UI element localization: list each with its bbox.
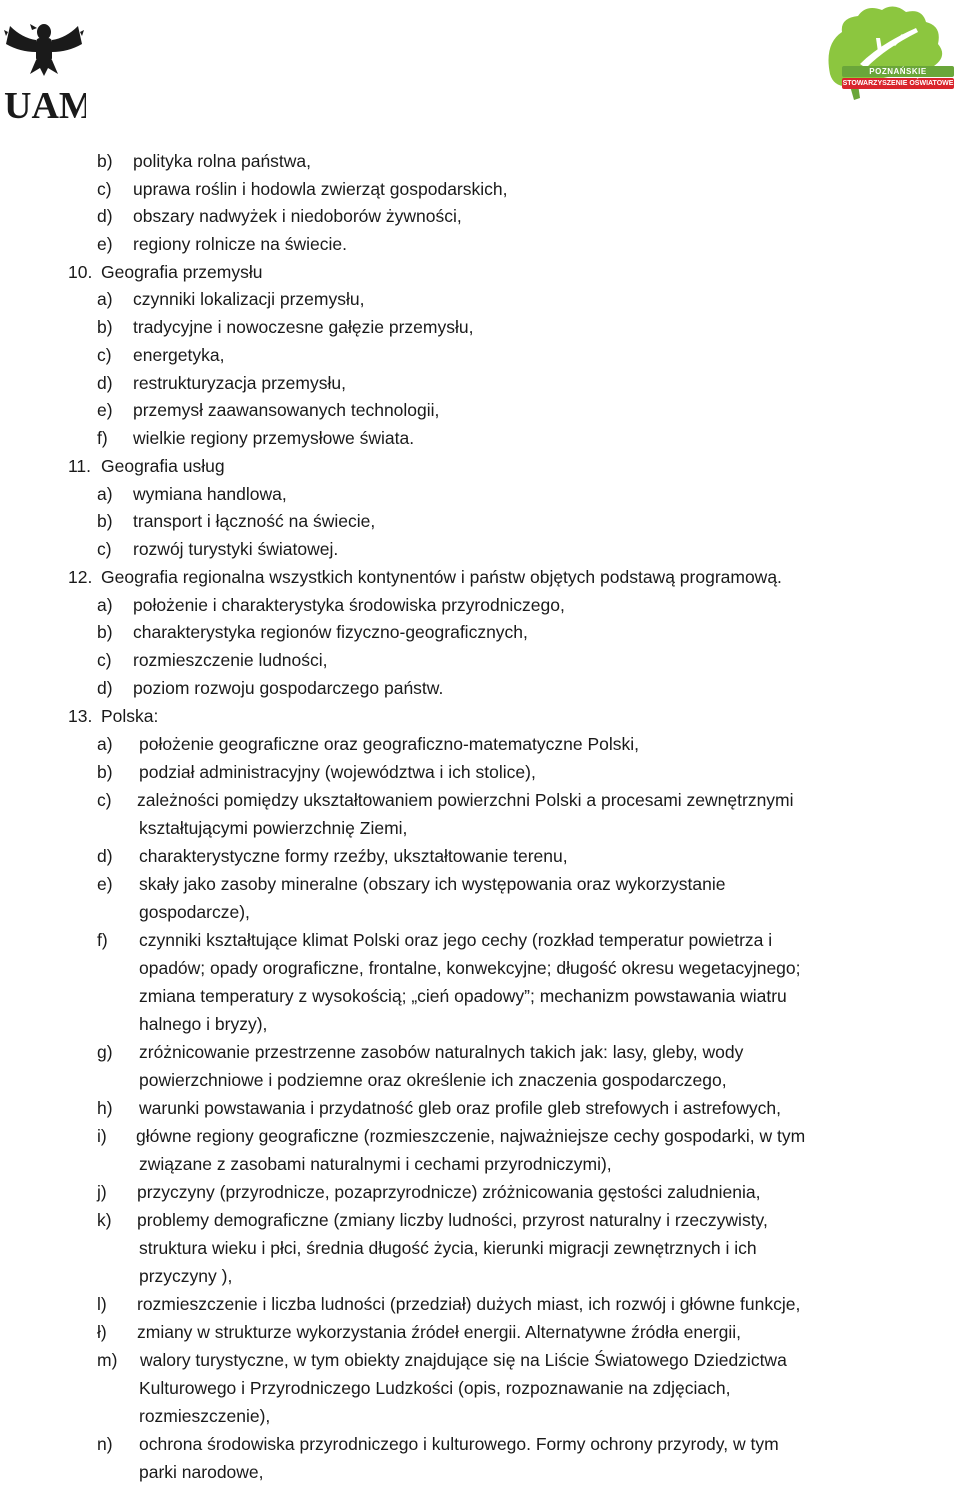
- list-item-text: Geografia usług: [101, 456, 225, 476]
- list-marker: d): [97, 846, 113, 866]
- list-marker: a): [97, 484, 113, 504]
- list-item-text: opadów; opady orograficzne, frontalne, konwekcyjne; długość okresu wegetacyjnego;: [139, 958, 801, 978]
- list-item-text: związane z zasobami naturalnymi i cechami przyrodniczymi),: [139, 1154, 612, 1174]
- list-item-text: uprawa roślin i hodowla zwierząt gospodarskich,: [133, 179, 508, 199]
- uam-logo: [2, 18, 86, 122]
- list-marker: 11.: [68, 456, 92, 476]
- list-marker: l): [97, 1294, 107, 1314]
- list-item-text: energetyka,: [133, 345, 225, 365]
- list-item-text: Geografia przemysłu: [101, 262, 263, 282]
- list-marker: b): [97, 762, 113, 782]
- uam-logo-text: UAM: [4, 85, 86, 122]
- list-item-text: restrukturyzacja przemysłu,: [133, 373, 346, 393]
- list-marker: h): [97, 1098, 113, 1118]
- list-item-text: położenie i charakterystyka środowiska przyrodniczego,: [133, 595, 565, 615]
- list-item-text: tradycyjne i nowoczesne gałęzie przemysłu,: [133, 317, 474, 337]
- list-marker: n): [97, 1434, 113, 1454]
- list-item-text: kształtującymi powierzchnię Ziemi,: [139, 818, 408, 838]
- list-marker: e): [97, 874, 113, 894]
- list-item-text: Geografia regionalna wszystkich kontynentów i państw objętych podstawą programową.: [101, 567, 782, 587]
- list-marker: d): [97, 678, 113, 698]
- list-item-text: struktura wieku i płci, średnia długość życia, kierunki migracji zewnętrznych i ich: [139, 1238, 757, 1258]
- list-marker: a): [97, 289, 113, 309]
- list-marker: 13.: [68, 706, 93, 726]
- list-item-text: rozwój turystyki światowej.: [133, 539, 339, 559]
- list-item-text: transport i łączność na świecie,: [133, 511, 376, 531]
- list-item-text: rozmieszczenie i liczba ludności (przedział) dużych miast, ich rozwój i główne funkcje,: [137, 1294, 801, 1314]
- list-marker: j): [97, 1182, 107, 1202]
- list-item-text: rozmieszczenie ludności,: [133, 650, 328, 670]
- list-item-text: przyczyny (przyrodnicze, pozaprzyrodnicze) zróżnicowania gęstości zaludnienia,: [137, 1182, 761, 1202]
- list-item-text: problemy demograficzne (zmiany liczby ludności, przyrost naturalny i rzeczywisty,: [137, 1210, 768, 1230]
- list-item-text: wielkie regiony przemysłowe świata.: [133, 428, 415, 448]
- list-item-text: powierzchniowe i podziemne oraz określenie ich znaczenia gospodarczego,: [139, 1070, 727, 1090]
- list-item-text: zróżnicowanie przestrzenne zasobów naturalnych takich jak: lasy, gleby, wody: [139, 1042, 744, 1062]
- list-marker: d): [97, 373, 113, 393]
- list-item-text: zmiany w strukturze wykorzystania źródeł energii. Alternatywne źródła energii,: [137, 1322, 742, 1342]
- list-item-text: regiony rolnicze na świecie.: [133, 234, 347, 254]
- list-item-text: przemysł zaawansowanych technologii,: [133, 400, 440, 420]
- page-header: [0, 0, 960, 130]
- list-item-text: przyczyny ),: [139, 1266, 233, 1286]
- list-item-text: główne regiony geograficzne (rozmieszczenie, najważniejsze cechy gospodarki, w tym: [136, 1126, 806, 1146]
- list-item-text: podział administracyjny (województwa i ich stolice),: [139, 762, 536, 782]
- list-marker: k): [97, 1210, 112, 1230]
- list-marker: f): [97, 930, 108, 950]
- list-marker: b): [97, 151, 113, 171]
- list-marker: c): [97, 345, 112, 365]
- logo-subtitle: STOWARZYSZENIE OŚWIATOWE: [842, 80, 954, 87]
- list-item-text: warunki powstawania i przydatność gleb oraz profile gleb strefowych i astrefowych,: [139, 1098, 781, 1118]
- list-item-text: zależności pomiędzy ukształtowaniem powierzchni Polski a procesami zewnętrznymi: [137, 790, 794, 810]
- list-item-text: rozmieszczenie),: [139, 1406, 271, 1426]
- list-marker: c): [97, 650, 112, 670]
- list-item-text: obszary nadwyżek i niedoborów żywności,: [133, 206, 462, 226]
- list-item-text: gospodarcze),: [139, 902, 250, 922]
- list-item-text: czynniki kształtujące klimat Polski oraz jego cechy (rozkład temperatur powietrza i: [139, 930, 773, 950]
- logo-title: POZNAŃSKIE: [842, 66, 954, 77]
- list-marker: c): [97, 539, 112, 559]
- list-item-text: ochrona środowiska przyrodniczego i kulturowego. Formy ochrony przyrody, w tym: [139, 1434, 779, 1454]
- list-item-text: czynniki lokalizacji przemysłu,: [133, 289, 365, 309]
- list-item-text: halnego i bryzy),: [139, 1014, 268, 1034]
- list-marker: b): [97, 511, 113, 531]
- list-item-text: zmiana temperatury z wysokością; „cień opadowy”; mechanizm powstawania wiatru: [139, 986, 787, 1006]
- list-marker: m): [97, 1350, 118, 1370]
- list-item-text: wymiana handlowa,: [133, 484, 287, 504]
- list-marker: e): [97, 400, 113, 420]
- list-item-text: parki narodowe,: [139, 1462, 264, 1482]
- list-marker: d): [97, 206, 113, 226]
- list-marker: i): [97, 1126, 107, 1146]
- list-marker: e): [97, 234, 113, 254]
- list-marker: b): [97, 622, 113, 642]
- list-marker: g): [97, 1042, 113, 1062]
- list-marker: c): [97, 790, 112, 810]
- list-marker: a): [97, 595, 113, 615]
- stowarzyszenie-logo: [820, 4, 956, 114]
- list-marker: 12.: [68, 567, 93, 587]
- list-item-text: charakterystyka regionów fizyczno-geograficznych,: [133, 622, 528, 642]
- list-marker: ł): [97, 1322, 107, 1342]
- list-item-text: walory turystyczne, w tym obiekty znajdujące się na Liście Światowego Dziedzictwa: [140, 1350, 787, 1370]
- list-item-text: Polska:: [101, 706, 159, 726]
- list-marker: b): [97, 317, 113, 337]
- list-item-text: skały jako zasoby mineralne (obszary ich występowania oraz wykorzystanie: [139, 874, 726, 894]
- list-item-text: położenie geograficzne oraz geograficzno-matematyczne Polski,: [139, 734, 639, 754]
- list-item-text: charakterystyczne formy rzeźby, ukształtowanie terenu,: [139, 846, 568, 866]
- list-marker: a): [97, 734, 113, 754]
- list-item-text: polityka rolna państwa,: [133, 151, 312, 171]
- list-marker: 10.: [68, 262, 93, 282]
- list-item-text: poziom rozwoju gospodarczego państw.: [133, 678, 444, 698]
- list-marker: c): [97, 179, 112, 199]
- list-marker: f): [97, 428, 108, 448]
- list-item-text: Kulturowego i Przyrodniczego Ludzkości (opis, rozpoznawanie na zdjęciach,: [139, 1378, 731, 1398]
